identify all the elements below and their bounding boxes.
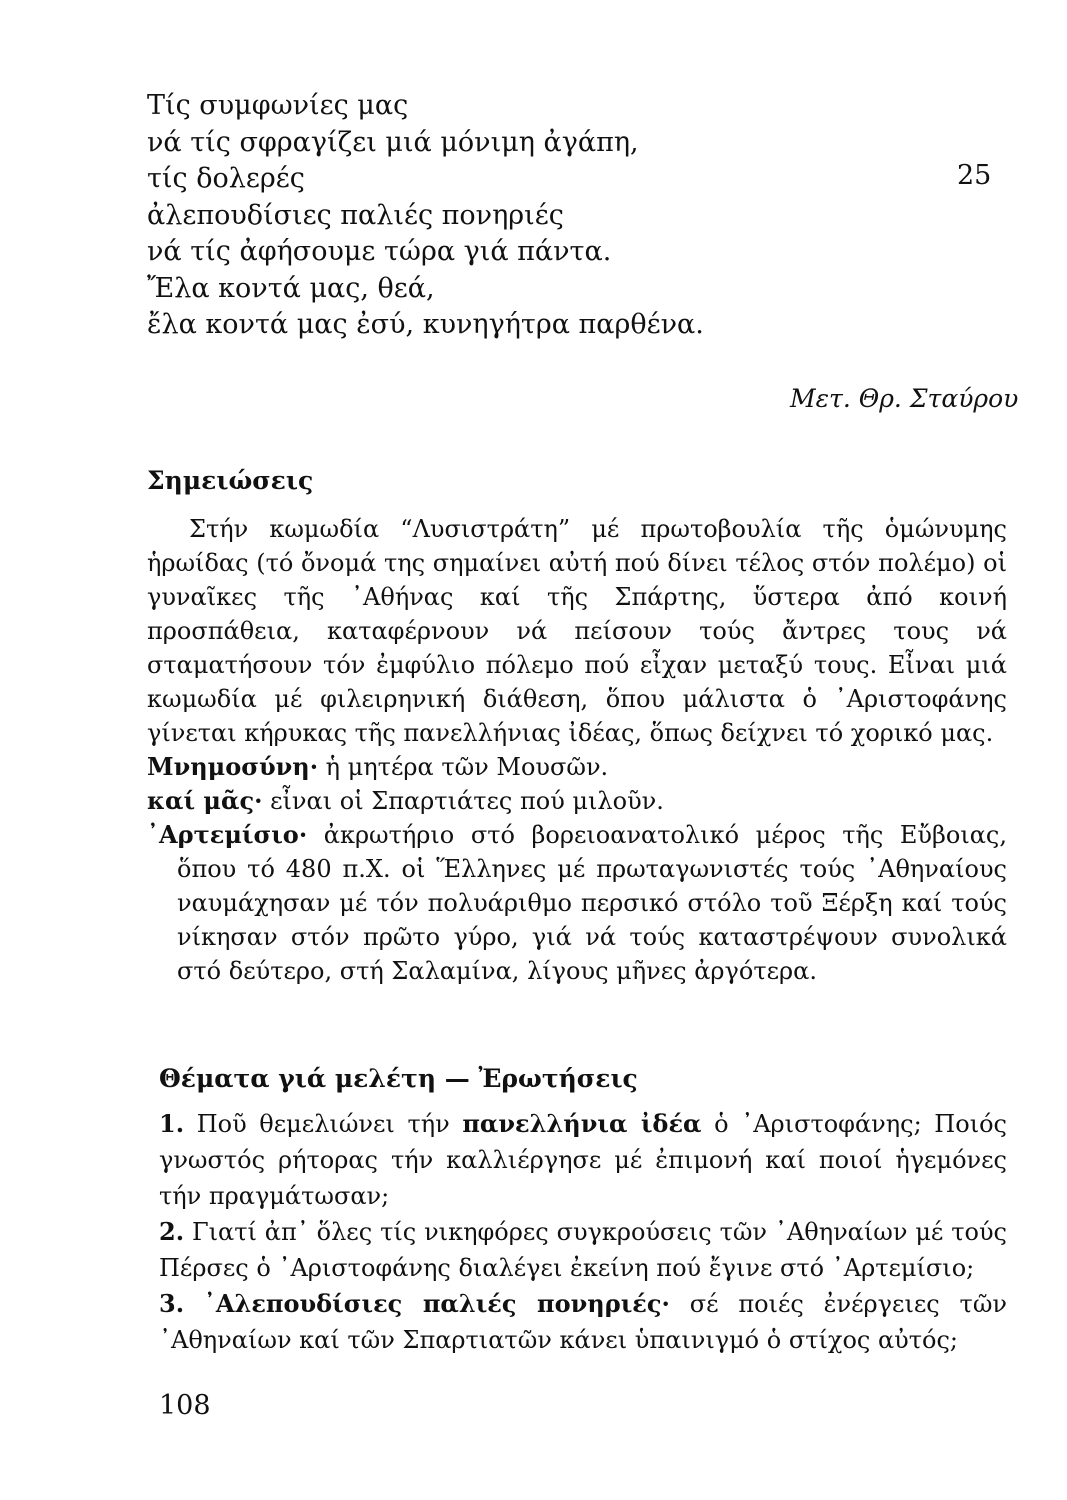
note-text: εἶναι οἱ Σπαρτιάτες πού μιλοῦν. [262,787,664,815]
note-term: ᾽Αρτεμίσιο· [147,820,308,849]
poem-line: νά τίς σφραγίζει μιά μόνιμη ἀγάπη, [147,126,639,158]
poem-line: ἔλα κοντά μας ἐσύ, κυνηγήτρα παρθένα. [147,309,704,340]
question-number: 3. [159,1289,185,1318]
note-item [147,750,1007,784]
question-keyword: πανελλήνια ἰδέα [462,1109,702,1138]
question-text: σέ ποιές ἐνέργειες τῶν ᾽Αθηναίων καί τῶν Σπαρτιατῶν κάνει ὑπαινιγμό ὁ στίχος αὐτός; [159,1290,1007,1354]
note-text: ἀκρωτήριο στό βορειοανατολικό μέρος τῆς Εὔβοιας, ὅπου τό 480 π.Χ. οἱ Ἕλληνες μέ πρωταγωνιστές τούς ᾽Αθηναίους ναυμάχησαν μέ τόν πολυάριθμο περσικό στόλο τοῦ Ξέρξη καί τούς νίκησαν στόν πρῶτο γύρο, γιά νά τούς καταστρέψουν συνολικά στό δεύτερο, στή Σαλαμίνα, λίγους μῆνες ἀργότερα. [177,821,1007,985]
question-item [159,1106,1007,1214]
translator-credit: Μετ. Θρ. Σταύρου [790,384,1019,413]
poem-excerpt [147,88,1007,344]
notes-heading: Σημειώσεις [147,466,314,495]
notes-section [147,512,1007,988]
poem-line: Τίς συμφωνίες μας [147,90,409,121]
question-item [159,1214,1007,1286]
poem-line: Ἔλα κοντά μας, θεά, [147,272,435,304]
note-text: ἡ μητέρα τῶν Μουσῶν. [318,753,609,781]
study-questions-heading: Θέματα γιά μελέτη — Ἐρωτήσεις [159,1064,638,1093]
study-questions [159,1106,1007,1358]
question-text: Ποῦ θεμελιώνει τήν [184,1110,463,1138]
question-text: Γιατί ἀπ᾽ ὅλες τίς νικηφόρες συγκρούσεις τῶν ᾽Αθηναίων μέ τούς Πέρσες ὁ ᾽Αριστοφάνης διαλέγει ἐκείνη πού ἔγινε στό ᾽Αρτεμίσιο; [159,1218,1007,1282]
poem-line: νά τίς ἀφήσουμε τώρα γιά πάντα. [147,236,612,267]
note-term: Μνημοσύνη· [147,752,319,781]
page-number: 108 [159,1390,211,1421]
question-item [159,1286,1007,1358]
verse-line-number: 25 [957,160,992,191]
poem-line: τίς δολερές [147,163,305,194]
question-number: 2. [159,1217,185,1246]
question-text: ὁ ᾽Αριστοφάνης; Ποιός γνωστός ρήτορας τήν καλλιέργησε μέ ἐπιμονή καί ποιοί ἡγεμόνες τήν πραγμάτωσαν; [159,1110,1007,1210]
notes-paragraph: Στήν κωμωδία “Λυσιστράτη” μέ πρωτοβουλία τῆς ὁμώνυμης ἡρωίδας (τό ὄνομά της σημαίνει αὐτή πού δίνει τέλος στόν πολέμο) οἱ γυναῖκες τῆς ᾽Αθήνας καί τῆς Σπάρτης, ὕστερα ἀπό κοινή προσπάθεια, καταφέρνουν νά πείσουν τούς ἄντρες τους νά σταματήσουν τόν ἐμφύλιο πόλεμο πού εἶχαν μεταξύ τους. Εἶναι μιά κωμωδία μέ φιλειρηνική διάθεση, ὅπου μάλιστα ὁ ᾽Αριστοφάνης γίνεται κήρυκας τῆς πανελλήνιας ἰδέας, ὅπως δείχνει τό χορικό μας. [147,515,1007,747]
question-number: 1. [159,1109,185,1138]
note-item [147,818,1007,988]
note-item [147,784,1007,818]
poem-line: ἀλεπουδίσιες παλιές πονηριές [147,199,564,231]
note-term: καί μᾶς· [147,786,263,815]
question-keyword: ᾽Αλεπουδίσιες παλιές πονηριές· [203,1289,670,1318]
question-text [184,1290,204,1318]
